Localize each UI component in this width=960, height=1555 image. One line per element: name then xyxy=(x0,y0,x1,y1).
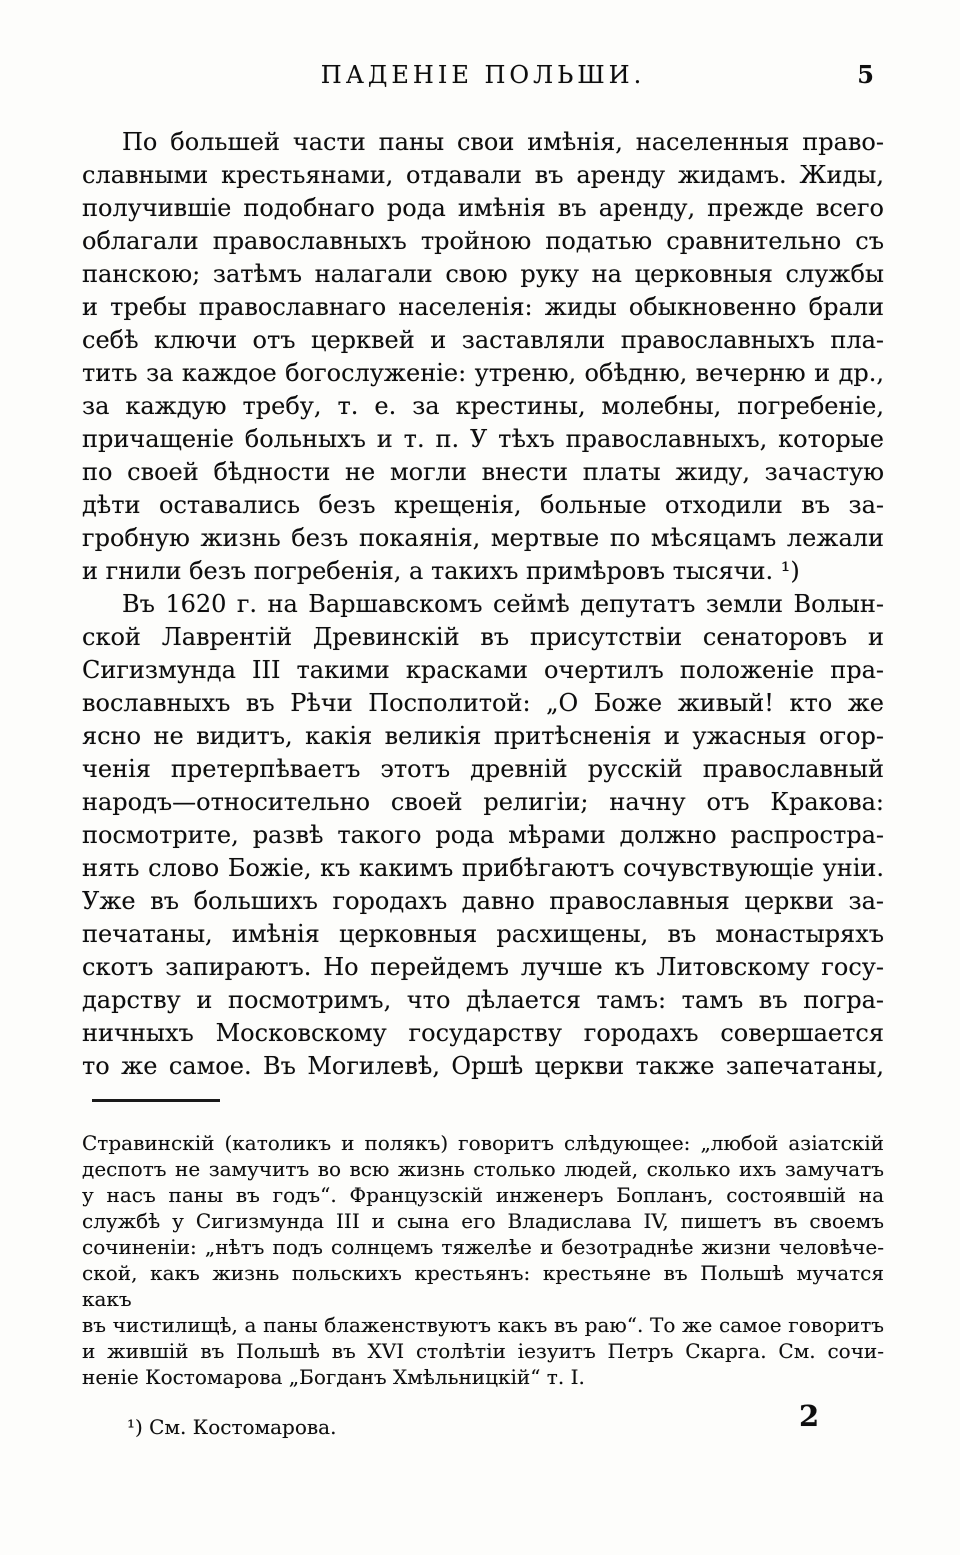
text-line: тить за каждое богослуженіе: утреню, обѣдню, вечерню и др., xyxy=(82,359,884,387)
page-number: 5 xyxy=(857,60,874,89)
text-line: сочиненіи: „нѣтъ подъ солнцемъ тяжелѣе и безотраднѣе жизни человѣче- xyxy=(82,1235,884,1259)
text-line: получившіе подобнаго рода имѣнія въ аренду, прежде всего xyxy=(82,194,884,222)
text-line: облагали православныхъ тройною податью сравнительно съ xyxy=(82,227,884,255)
text-line: себѣ ключи отъ церквей и заставляли православныхъ пла- xyxy=(82,326,884,354)
text-line: ской, какъ жизнь польскихъ крестьянъ: крестьяне въ Польшѣ мучатся какъ xyxy=(82,1261,884,1311)
text-line: По большей части паны свои имѣнія, населенныя право- xyxy=(122,128,884,156)
footnote-continuation xyxy=(82,1130,884,1390)
text-line: печатаны, имѣнія церковныя расхищены, въ монастыряхъ xyxy=(82,920,884,948)
text-line: дарству и посмотримъ, что дѣлается тамъ: тамъ въ погра- xyxy=(82,986,884,1014)
text-line: панскою; затѣмъ налагали свою руку на церковныя службы xyxy=(82,260,884,288)
text-line: по своей бѣдности не могли внести платы жиду, зачастую xyxy=(82,458,884,486)
paragraph-1 xyxy=(82,126,884,588)
text-line: скотъ запираютъ. Но перейдемъ лучше къ Литовскому госу- xyxy=(82,953,884,981)
text-line: за каждую требу, т. е. за крестины, молебны, погребеніе, xyxy=(82,392,884,420)
text-line: ясно не видитъ, какія великія притѣсненія и ужасныя огор- xyxy=(82,722,884,750)
text-line: ской Лаврентій Древинскій въ присутствіи сенаторовъ и xyxy=(82,623,884,651)
text-line: Сигизмунда III такими красками очертилъ положеніе пра- xyxy=(82,656,884,684)
text-line: Уже въ большихъ городахъ давно православныя церкви за- xyxy=(82,887,884,915)
text-line: и требы православнаго населенія: жиды обыкновенно брали xyxy=(82,293,884,321)
text-line: Въ 1620 г. на Варшавскомъ сеймѣ депутатъ земли Волын- xyxy=(122,590,884,618)
text-line: неніе Костомарова „Богданъ Хмѣльницкій“ т. I. xyxy=(82,1365,585,1389)
text-line: службѣ у Сигизмунда III и сына его Владислава IV, пишетъ въ своемъ xyxy=(82,1209,884,1233)
paragraph-2 xyxy=(82,588,884,1083)
main-text xyxy=(82,126,884,1083)
text-line: посмотрите, развѣ такого рода мѣрами должно распростра- xyxy=(82,821,884,849)
text-line: славными крестьянами, отдавали въ аренду жидамъ. Жиды, xyxy=(82,161,884,189)
text-line: народъ—относительно своей религіи; начну отъ Кракова: xyxy=(82,788,884,816)
running-title: ПАДЕНІЕ ПОЛЬШИ. xyxy=(320,61,646,89)
footnote-separator xyxy=(92,1099,220,1102)
running-head xyxy=(82,58,884,92)
footnotes xyxy=(82,1130,884,1440)
text-line: вославныхъ въ Рѣчи Посполитой: „О Боже живый! кто же xyxy=(82,689,884,717)
text-line: деспотъ не замучитъ во всю жизнь столько людей, сколько ихъ замучатъ xyxy=(82,1157,884,1181)
text-line: ченія претерпѣваетъ этотъ древній русскій православный xyxy=(82,755,884,783)
signature-mark: 2 xyxy=(799,1399,820,1433)
text-line: дѣти оставались безъ крещенія, больные отходили въ за- xyxy=(82,491,884,519)
text-line: то же самое. Въ Могилевѣ, Оршѣ церкви также запечатаны, xyxy=(82,1052,884,1080)
text-line: въ чистилищѣ, а паны блаженствуютъ какъ въ раю“. То же самое говоритъ xyxy=(82,1313,884,1337)
text-line: у насъ паны въ годъ“. Французскій инженеръ Бопланъ, состоявшій на xyxy=(82,1183,884,1207)
footnote-1: ¹) См. Костомарова. xyxy=(127,1415,337,1439)
text-line: и гнили безъ погребенія, а такихъ примѣровъ тысячи. ¹) xyxy=(82,557,800,585)
text-line: гробную жизнь безъ покаянія, мертвые по мѣсяцамъ лежали xyxy=(82,524,884,552)
text-line: нять слово Божіе, къ какимъ прибѣгаютъ сочувствующіе уніи. xyxy=(82,854,884,882)
text-line: ничныхъ Московскому государству городахъ совершается xyxy=(82,1019,884,1047)
text-line: и жившій въ Польшѣ въ XVI столѣтіи іезуитъ Петръ Скарга. См. сочи- xyxy=(82,1339,884,1363)
text-line: Стравинскій (католикъ и полякъ) говоритъ слѣдующее: „любой азіатскій xyxy=(82,1131,884,1155)
text-line: причащеніе больныхъ и т. п. У тѣхъ православныхъ, которые xyxy=(82,425,884,453)
